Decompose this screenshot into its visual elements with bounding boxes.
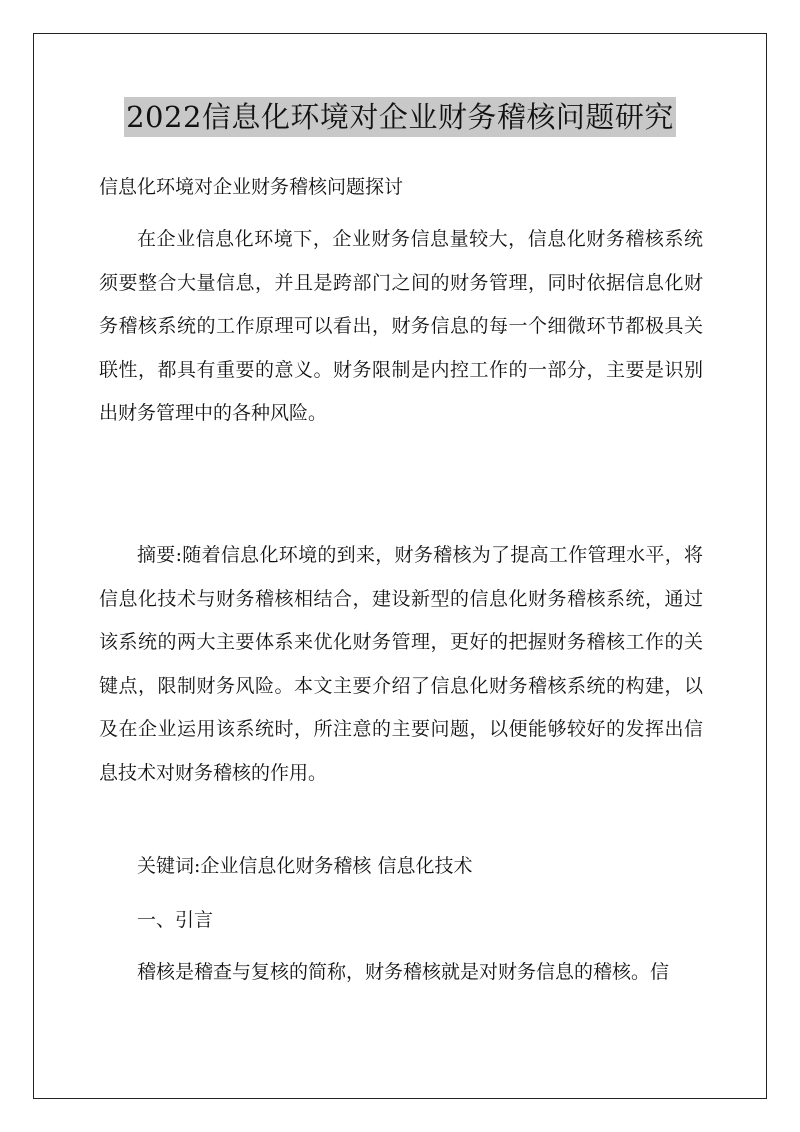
- abstract-paragraph: 摘要:随着信息化环境的到来，财务稽核为了提高工作管理水平，将信息化技术与财务稽核相结合，建设新型的信息化财务稽核系统，通过该系统的两大主要体系来优化财务管理，更好的把握财务稽核工作的关键点，限制财务风险。本文主要介绍了信息化财务稽核系统的构建，以及在企业运用该系统时，所注意的主要问题，以便能够较好的发挥出信息技术对财务稽核的作用。: [99, 544, 703, 784]
- body-paragraph-3: 稽核是稽查与复核的简称，财务稽核就是对财务信息的稽核。信: [137, 961, 670, 983]
- document-title: 2022信息化环境对企业财务稽核问题研究: [124, 97, 676, 137]
- title-container: [0, 97, 800, 137]
- document-subtitle: 信息化环境对企业财务稽核问题探讨: [99, 176, 404, 198]
- section-heading-introduction: 一、引言: [137, 909, 214, 931]
- body-paragraph-1: 在企业信息化环境下，企业财务信息量较大，信息化财务稽核系统须要整合大量信息，并且是跨部门之间的财务管理，同时依据信息化财务稽核系统的工作原理可以看出，财务信息的每一个细微环节都极具关联性，都具有重要的意义。财务限制是内控工作的一部分，主要是识别出财务管理中的各种风险。: [99, 228, 703, 425]
- keywords-line: 关键词:企业信息化财务稽核 信息化技术: [137, 855, 473, 877]
